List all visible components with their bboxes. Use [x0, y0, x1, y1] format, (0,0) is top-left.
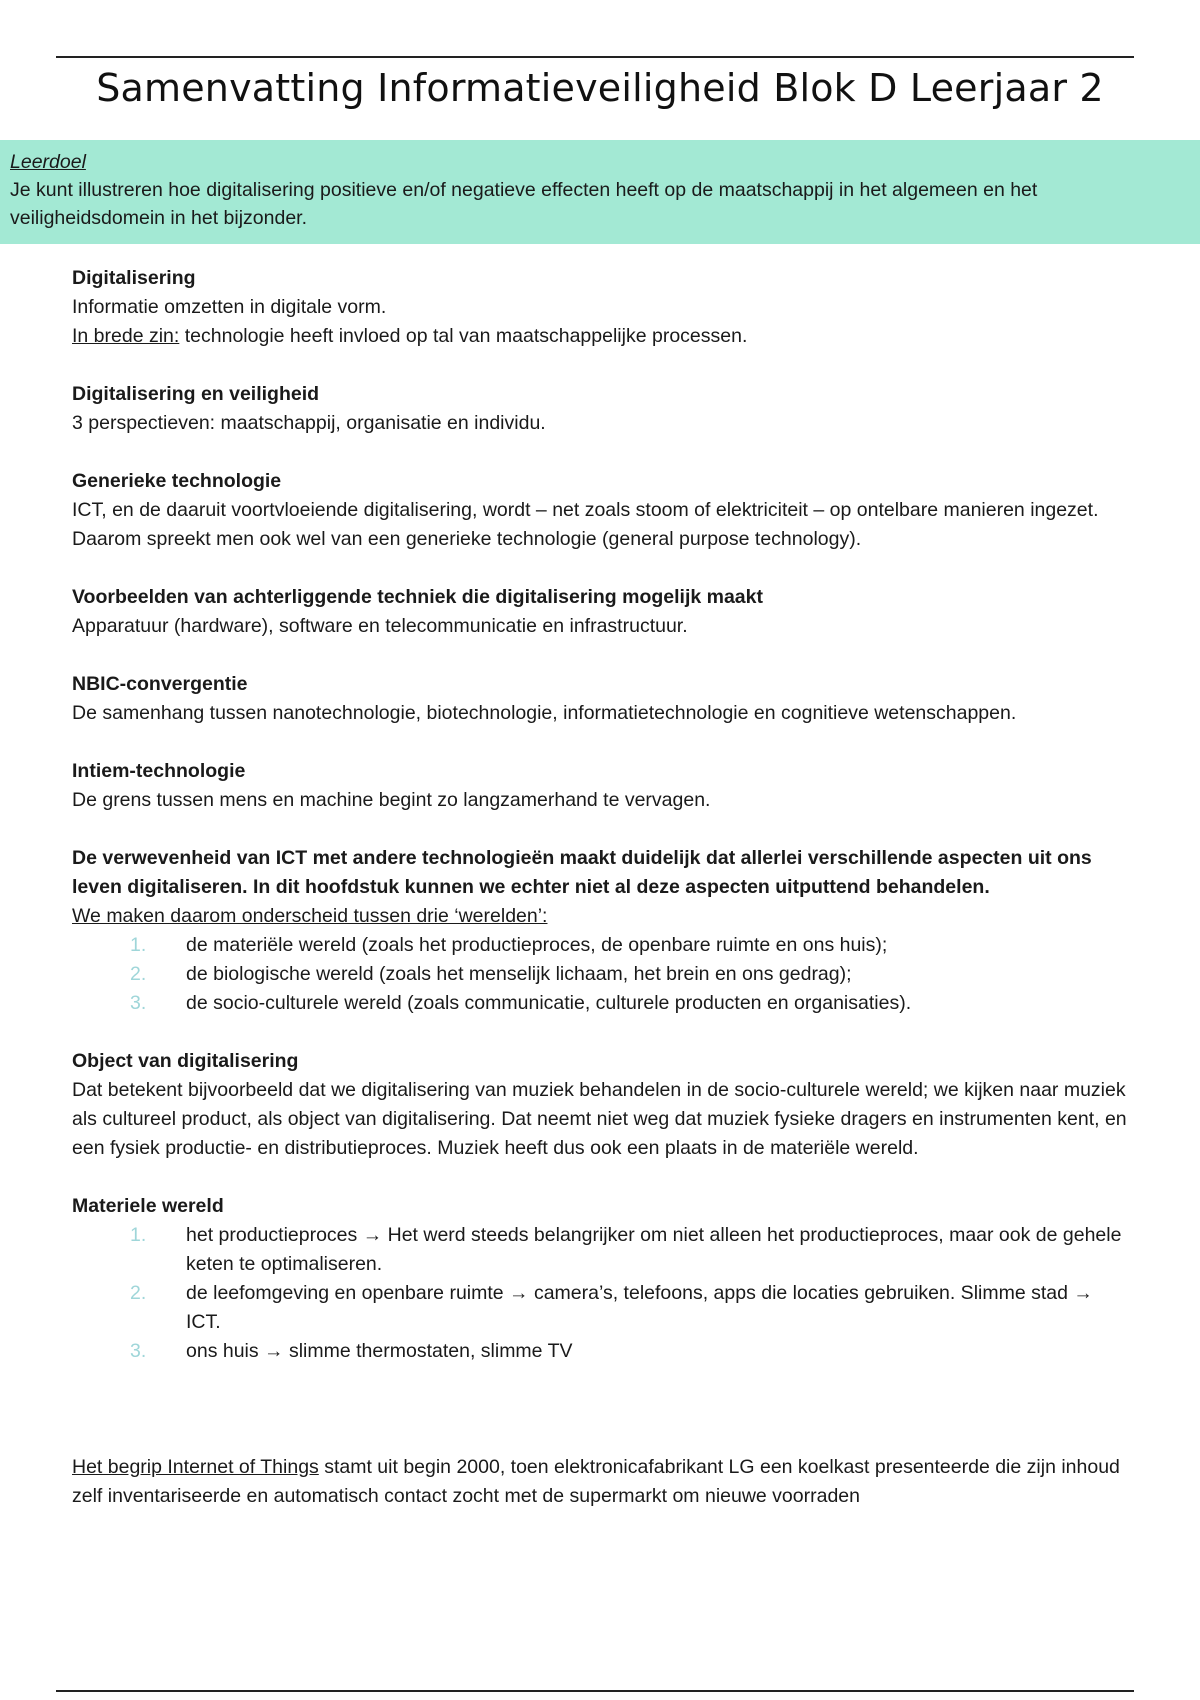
spacer — [72, 1395, 1132, 1453]
list-item — [72, 931, 1132, 960]
section-text: Informatie omzetten in digitale vorm. — [72, 296, 387, 318]
list-number: 3. — [130, 1340, 147, 1362]
underlined-lead: In brede zin: — [72, 325, 180, 347]
list-number: 2. — [130, 1282, 147, 1304]
section-text: De grens tussen mens en machine begint zo langzamerhand te vervagen. — [72, 789, 711, 811]
section-title: Digitalisering — [72, 267, 196, 289]
section-title: De verwevenheid van ICT met andere technologieën maakt duidelijk dat allerlei verschillende aspecten uit ons leven digitaliseren. In dit hoofdstuk kunnen we echter niet al deze aspecten uitputtend behandelen. — [72, 847, 1092, 898]
section-text: ICT, en de daaruit voortvloeiende digitalisering, wordt – net zoals stoom of elektriciteit – op ontelbare manieren ingezet. Daarom spreekt men ook wel van een generieke technologie (general purpose technology). — [72, 499, 1099, 550]
list-text: ons huis → slimme thermostaten, slimme TV — [186, 1340, 573, 1362]
list-item — [72, 1221, 1132, 1279]
section-title: Intiem-technologie — [72, 760, 246, 782]
list-item — [72, 1279, 1132, 1337]
section-title: Digitalisering en veiligheid — [72, 383, 320, 405]
list-text: de biologische wereld (zoals het menselijk lichaam, het brein en ons gedrag); — [186, 963, 852, 985]
section-object-van-digitalisering — [72, 1047, 1132, 1163]
list-number: 1. — [130, 1224, 147, 1246]
section-materiele-wereld — [72, 1192, 1132, 1366]
section-internet-of-things — [72, 1453, 1132, 1511]
section-text: 3 perspectieven: maatschappij, organisatie en individu. — [72, 412, 546, 434]
section-text: Apparatuur (hardware), software en telecommunicatie en infrastructuur. — [72, 615, 688, 637]
section-title: Generieke technologie — [72, 470, 282, 492]
section-text-rest: technologie heeft invloed op tal van maatschappelijke processen. — [179, 325, 748, 347]
section-veiligheid — [72, 380, 1132, 438]
section-voorbeelden — [72, 583, 1132, 641]
section-digitalisering — [72, 264, 1132, 351]
list-text: het productieproces → Het werd steeds belangrijker om niet alleen het productieproces, maar ook de gehele keten te optimaliseren. — [186, 1224, 1122, 1275]
document-body — [72, 264, 1132, 1511]
section-title: NBIC-convergentie — [72, 673, 248, 695]
top-rule — [56, 56, 1134, 58]
section-text: Dat betekent bijvoorbeeld dat we digitalisering van muziek behandelen in de socio-culturele wereld; we kijken naar muziek als cultureel product, als object van digitalisering. Dat neemt niet weg dat muziek fysieke dragers en instrumenten kent, en een fysiek productie- en distributieproces. Muziek heeft dus ook een plaats in de materiële wereld. — [72, 1079, 1127, 1159]
section-title: Materiele wereld — [72, 1195, 224, 1217]
section-verwevenheid — [72, 844, 1132, 1018]
section-intro: We maken daarom onderscheid tussen drie ‘werelden’: — [72, 905, 548, 927]
list-number: 3. — [130, 992, 147, 1014]
section-intiem-technologie — [72, 757, 1132, 815]
section-text-rest: stamt uit begin 2000, toen elektronicafabrikant LG een koelkast presenteerde die zijn inhoud zelf inventariseerde en automatisch contact zocht met de supermarkt om nieuwe voorraden — [72, 1456, 1120, 1507]
list-number: 2. — [130, 963, 147, 985]
list-number: 1. — [130, 934, 147, 956]
learning-goal-box — [0, 140, 1200, 244]
section-text: De samenhang tussen nanotechnologie, biotechnologie, informatietechnologie en cognitieve wetenschappen. — [72, 702, 1017, 724]
material-world-list — [72, 1221, 1132, 1366]
section-generieke-technologie — [72, 467, 1132, 554]
list-item — [72, 960, 1132, 989]
section-title: Voorbeelden van achterliggende techniek die digitalisering mogelijk maakt — [72, 586, 763, 608]
list-text: de socio-culturele wereld (zoals communicatie, culturele producten en organisaties). — [186, 992, 912, 1014]
document-title: Samenvatting Informatieveiligheid Blok D Leerjaar 2 — [96, 66, 1104, 110]
section-title: Object van digitalisering — [72, 1050, 299, 1072]
list-item — [72, 1337, 1132, 1366]
learning-goal-text: Je kunt illustreren hoe digitalisering positieve en/of negatieve effecten heeft op de maatschappij in het algemeen en het veiligheidsdomein in het bijzonder. — [10, 179, 1038, 229]
underlined-lead: Het begrip Internet of Things — [72, 1456, 319, 1478]
section-text — [72, 322, 1132, 351]
worlds-list — [72, 931, 1132, 1018]
learning-goal-heading: Leerdoel — [10, 151, 86, 173]
list-item — [72, 989, 1132, 1018]
list-text: de leefomgeving en openbare ruimte → camera’s, telefoons, apps die locaties gebruiken. Slimme stad → ICT. — [186, 1282, 1093, 1333]
list-text: de materiële wereld (zoals het productieproces, de openbare ruimte en ons huis); — [186, 934, 888, 956]
bottom-rule — [56, 1690, 1134, 1692]
section-nbic-convergentie — [72, 670, 1132, 728]
